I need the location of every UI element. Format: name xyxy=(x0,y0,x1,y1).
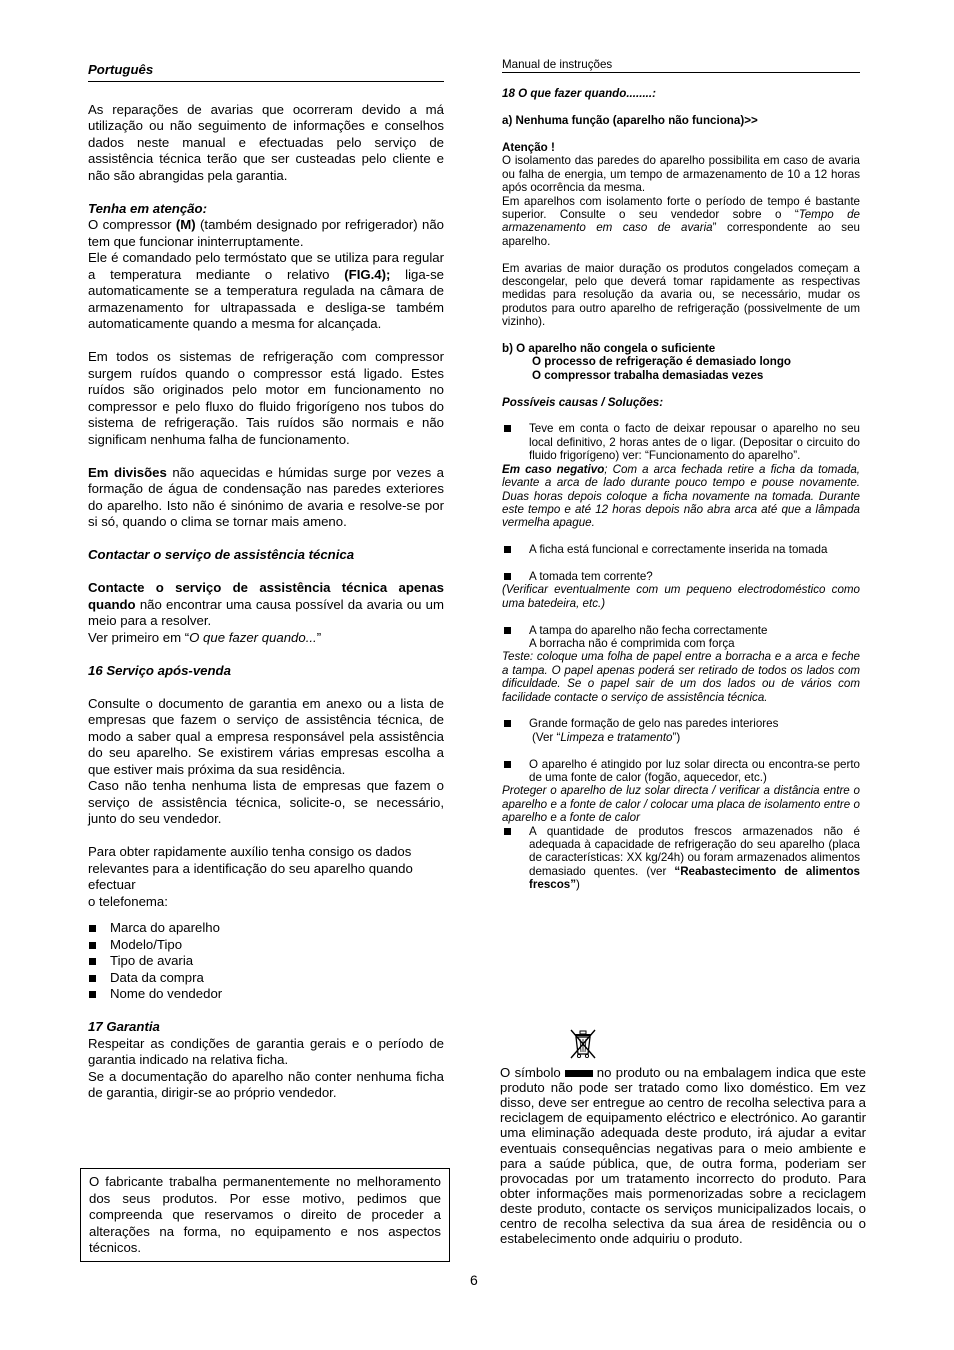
no-list-paragraph: Caso não tenha nenhuma lista de empresas que fazem o serviço de assistência técnica, solicite-o, se necessário, junto do seu vendedor. xyxy=(88,778,444,826)
cause-plug-item: A ficha está funcional e correctamente inserida na tomada xyxy=(502,543,860,556)
repairs-paragraph: As reparações de avarias que ocorreram devido a má utilização ou não seguimento de informações e conselhos dados neste manual e efectuadas pelo serviço de assistência técnica terão que ser custeadas pelo cliente e não são abrangidas pela garantia. xyxy=(88,101,444,183)
condensation-paragraph: Em divisões não aquecidas e húmidas surge por vezes a formação de água de condensação nas paredes exteriores do aparelho. Isto não é sinónimo de avaria e resolve-se por si só, quando o clima se tornar mais ameno. xyxy=(88,464,444,529)
cause-socket-note: (Verificar eventualmente com um pequeno electrodoméstico como uma batedeira, etc.) xyxy=(502,583,860,610)
noise-paragraph: Em todos os sistemas de refrigeração com compressor surgem ruídos quando o compressor está ligado. Estes ruídos são originados pelo motor em funcionamento no compressor e pelo fluxo do fluido frigorígeno nos tubos do sistema de refrigeração. Tais ruídos são normais e não significam nenhuma falha de funcionamento. xyxy=(88,349,444,447)
left-column xyxy=(88,62,444,1102)
troubleshooting-heading: 18 O que fazer quando........: xyxy=(502,87,656,101)
list-item: Tipo de avaria xyxy=(88,953,444,970)
language-heading: Português xyxy=(88,62,444,82)
phone-call-paragraph: o telefonema: xyxy=(88,893,168,909)
list-item: Marca do aparelho xyxy=(88,920,444,937)
compressor-often-heading: O compressor trabalha demasiadas vezes xyxy=(532,368,764,382)
warranty-doc-paragraph: Consulte o documento de garantia em anexo ou a lista de empresas que fazem o serviço de assistência técnica, de modo a saber qual a empresa responsável pela assistência do seu aparelho. Se existirem várias empresas escolha a que estiver mais próxima da sua residência. xyxy=(88,695,444,777)
not-freezing-heading: b) O aparelho não congela o suficiente xyxy=(502,342,716,356)
list-item: Nome do vendedor xyxy=(88,986,444,1003)
no-function-heading: a) Nenhuma função (aparelho não funciona)>> xyxy=(502,114,758,128)
attention-label: Atenção ! xyxy=(502,141,555,154)
weee-block xyxy=(500,1028,866,1246)
warranty-seller-paragraph: Se a documentação do aparelho não conter nenhuma ficha de garantia, dirigir-se ao próprio vendedor. xyxy=(88,1068,444,1100)
long-failure-paragraph: Em avarias de maior duração os produtos congelados começam a descongelar, pelo que deverá tomar rapidamente as respectivas medidas para resolução da avaria ou, se necessário, mudar os produtos para outro aparelho de refrigeração (possivelmente de um vizinho). xyxy=(502,261,860,329)
warranty-heading: 17 Garantia xyxy=(88,1019,160,1034)
device-data-list xyxy=(88,920,444,1003)
cause-lid-test: Teste: coloque uma folha de papel entre a borracha e a arca e feche a tampa. O papel apenas poderá ser retirado de todos os lados com dificuldade. Se o papel sair de um dos lados ou de vários com facilidade contacte o serviço de assistência técnica. xyxy=(502,650,860,704)
cause-lid-item: A tampa do aparelho não fecha correctamente xyxy=(502,624,860,637)
cause-load-item: A quantidade de produtos frescos armazenados não é adequada à capacidade de refrigeração do seu aparelho (placa de características: XX kg/24h) ou foram armazenados alimentos demasiado quentes. (ver “Reabastecimento de alimentos frescos”) xyxy=(502,825,860,892)
right-column xyxy=(502,58,860,892)
cause-socket-item: A tomada tem corrente? xyxy=(502,570,860,583)
attention-heading: Tenha em atenção: xyxy=(88,200,207,216)
page-number: 6 xyxy=(470,1272,478,1288)
help-paragraph: Para obter rapidamente auxílio tenha consigo os dados relevantes para a identificação do seu aparelho quando efectuar xyxy=(88,844,413,892)
contact-heading: Contactar o serviço de assistência técnica xyxy=(88,547,355,562)
causes-heading: Possíveis causas / Soluções: xyxy=(502,395,664,409)
cause-ice-item: Grande formação de gelo nas paredes interiores xyxy=(502,717,860,730)
see-first-paragraph: Ver primeiro em “O que fazer quando...” xyxy=(88,629,322,645)
contact-paragraph: Contacte o serviço de assistência técnica apenas quando não encontrar uma causa possível da avaria ou um meio para a resolver. xyxy=(88,580,444,628)
manual-header: Manual de instruções xyxy=(502,58,860,73)
strong-insulation-paragraph: Em aparelhos com isolamento forte o período de tempo é bastante superior. Consulte o seu vendedor sobre o “Tempo de armazenamento em caso de avaria” correspondente ao seu aparelho. xyxy=(502,194,860,248)
service-heading: 16 Serviço após-venda xyxy=(88,662,231,678)
cause-ice-see: (Ver “Limpeza e tratamento”) xyxy=(532,730,681,744)
weee-paragraph: O símbolo no produto ou na embalagem indica que este produto não pode ser tratado como lixo doméstico. Em vez disso, deve ser entregue ao centro de recolha selectiva para a reciclagem de equipamento eléctrico e electrónico. Ao garantir uma eliminação adequada deste produto, irá ajudar a evitar eventuais consequências negativas para o meio ambiente e para a saúde pública, que, de outra forma, poderiam ser provocadas por um tratamento incorrecto do produto. Para obter informações mais pormenorizadas sobre a reciclagem deste produto, contacte os serviços municipalizados locais, o centro de recolha selectiva da sua área de residência ou o estabelecimento onde adquiriu o produto. xyxy=(500,1065,866,1247)
cause-rest-item: Teve em conta o facto de deixar repousar o aparelho no seu local definitivo, 2 horas antes de o ligar. (Depositar o circuito do fluido frigorígeno) ver: “Funcionamento do aparelho”. xyxy=(502,422,860,462)
cause-gasket-item: A borracha não é comprimida com força xyxy=(529,636,735,650)
manufacturer-notice-box xyxy=(80,1168,450,1262)
long-cooling-heading: O processo de refrigeração é demasiado longo xyxy=(532,355,792,369)
cause-sun-item: O aparelho é atingido por luz solar directa ou encontra-se perto de uma fonte de calor (fogão, aquecedor, etc.) xyxy=(502,758,860,785)
manufacturer-notice: O fabricante trabalha permanentemente no melhoramento dos seus produtos. Por esse motivo, pedimos que compreenda que reservamos o direito de proceder a alterações na forma, no equipamento e nos aspectos técnicos. xyxy=(89,1174,441,1255)
cause-rest-negative: Em caso negativo; Com a arca fechada retire a ficha da tomada, levante a arca de lado durante pouco tempo e pouse novamente. Duas horas depois coloque a ficha novamente na tomada. Durante este tempo e até 12 horas depois não abra arca até que a lâmpada vermelha apague. xyxy=(502,462,860,530)
cause-sun-note: Proteger o aparelho de luz solar directa / verificar a distância entre o aparelho e a fonte de calor / colocar uma placa de isolamento entre o aparelho e a fonte de calor xyxy=(502,784,860,825)
thermostat-paragraph: Ele é comandado pelo termóstato que se utiliza para regular a temperatura mediante o relativo (FIG.4); liga-se automaticamente se a temperatura regulada na câmara de armazenamento for ultrapassada e desliga-se também automaticamente quando a mesma for alcançada. xyxy=(88,250,444,331)
list-item: Modelo/Tipo xyxy=(88,937,444,954)
warranty-conditions-paragraph: Respeitar as condições de garantia gerais e o período de garantia indicado na relativa ficha. xyxy=(88,1035,444,1067)
weee-bar-icon xyxy=(565,1070,593,1077)
list-item: Data da compra xyxy=(88,970,444,987)
compressor-paragraph: O compressor (M) (também designado por refrigerador) não tem que funcionar ininterruptamente. xyxy=(88,217,444,249)
insulation-paragraph: O isolamento das paredes do aparelho possibilita em caso de avaria ou falha de energia, um tempo de armazenamento de 10 a 12 horas após ocorrência da mesma. xyxy=(502,154,860,195)
crossed-bin-icon xyxy=(568,1028,598,1060)
